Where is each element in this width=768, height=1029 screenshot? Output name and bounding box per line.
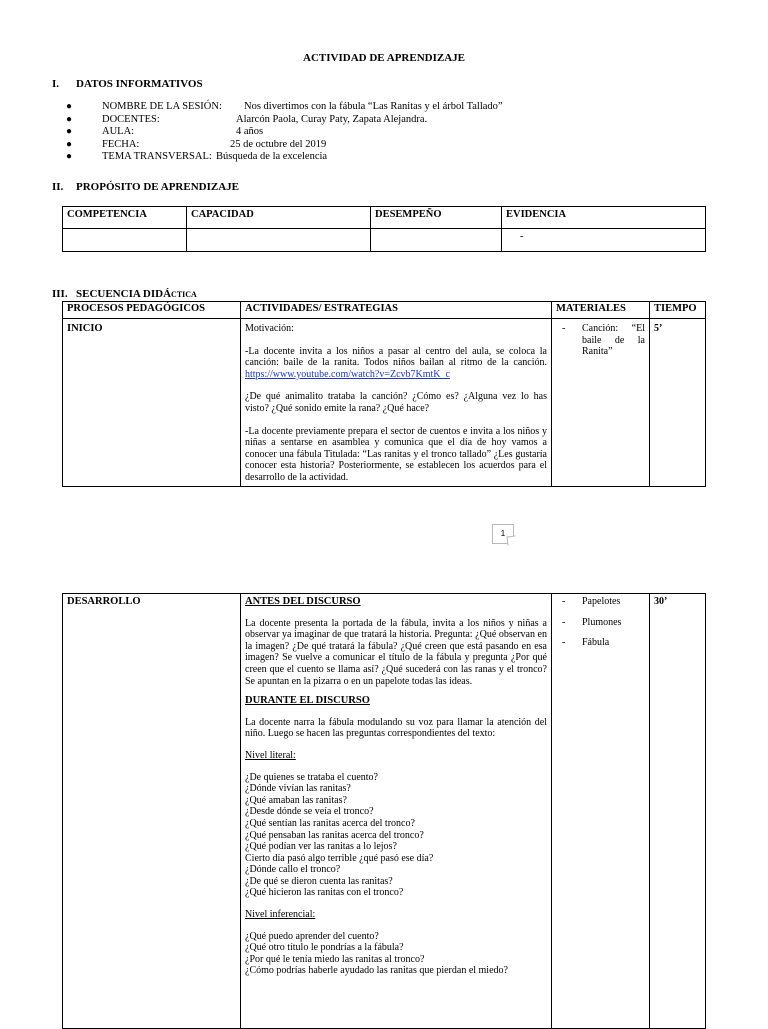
song-link[interactable]: https://www.youtube.com/watch?v=Zcvb7KmtK_c	[245, 368, 450, 380]
list-item: ¿Qué otro título le pondrías a la fábula?	[245, 942, 404, 954]
bullet-icon: ●	[66, 101, 73, 112]
list-item: ¿Qué hicieron las ranitas con el tronco?	[245, 887, 404, 899]
list-item: ¿Desde dónde se veía el tronco?	[245, 806, 374, 818]
section-heading-small: CTICA	[171, 290, 197, 299]
header-tiempo: TIEMPO	[650, 302, 706, 319]
process-inicio: INICIO	[63, 319, 241, 487]
list-item: ¿De quienes se trataba el cuento?	[245, 771, 378, 783]
list-item: ¿Qué amaban las ranitas?	[245, 794, 347, 806]
material-item: - Canción: “El baile de la Ranita”	[562, 323, 645, 358]
material-item: - Fábula	[562, 637, 610, 649]
activity-questions: ¿De qué animalito trataba la canción? ¿Cómo es? ¿Alguna vez lo has visto? ¿Qué sonido emite la rana? ¿Qué hace?	[245, 391, 547, 414]
cell-capacidad	[187, 229, 371, 252]
activity-song-text: -La docente invita a los niños a pasar al centro del aula, se coloca la canción: baile de la ranita. Todos niños bailan al ritmo de la canción.	[245, 345, 547, 369]
literal-level-title: Nivel literal:	[245, 749, 296, 761]
info-list	[66, 101, 666, 164]
info-label: AULA:	[102, 126, 135, 138]
materials-desarrollo	[552, 594, 650, 1029]
info-label: TEMA TRANSVERSAL:	[102, 151, 212, 163]
durante-discurso-text: La docente narra la fábula modulando su voz para llamar la atención del niño. Luego se hacen las preguntas correspondientes del texto:	[245, 716, 547, 740]
info-value: 4 años	[236, 126, 264, 138]
material-item: - Papelotes	[562, 596, 621, 607]
antes-discurso-text: La docente presenta la portada de la fábula, invita a los niños y niñas a observar ya imaginar de que tratará la historia. Pregunta: ¿Qué observan en la imagen? ¿De qué tratará la fábula? ¿Qué creen que está pasando en esa imagen? Se vuelve a comunicar el título de la fábula y pregunta ¿Por qué creen que el cuento se llama así? ¿Qué sucederá con las ranas y el tronco? Se apuntan en la pizarra o en un papelote todas las ideas.	[245, 617, 547, 687]
heading-durante-discurso: DURANTE EL DISCURSO	[245, 695, 370, 707]
header-desempeno: DESEMPEÑO	[371, 207, 502, 229]
section-heading: PROPÓSITO DE APRENDIZAJE	[76, 181, 239, 193]
list-item: ¿Por qué le tenía miedo las ranitas al tronco?	[245, 953, 425, 965]
header-competencia: COMPETENCIA	[63, 207, 187, 229]
table-header-row	[63, 302, 706, 319]
section-heading: SECUENCIA DIDÁ	[76, 288, 172, 300]
list-item: ¿Qué pensaban las ranitas acerca del tronco?	[245, 829, 424, 841]
purpose-table	[62, 206, 706, 252]
header-actividades: ACTIVIDADES/ ESTRATEGIAS	[241, 302, 552, 319]
cell-competencia	[63, 229, 187, 252]
info-value: Alarcón Paola, Curay Paty, Zapata Alejandra.	[236, 113, 428, 125]
section-datos-informativos	[52, 78, 203, 90]
bullet-icon: ●	[66, 113, 73, 125]
bullet-icon: ●	[66, 138, 73, 150]
header-capacidad: CAPACIDAD	[187, 207, 371, 229]
list-item: ¿Qué sentían las ranitas acerca del tronco?	[245, 817, 415, 829]
list-item: ¿Qué podían ver las ranitas a lo lejos?	[245, 841, 397, 853]
cell-desempeno	[371, 229, 502, 252]
development-table	[62, 593, 706, 1029]
section-number: III.	[52, 288, 68, 300]
inferential-questions-list	[245, 931, 547, 977]
activities-inicio	[241, 319, 552, 487]
activity-fable-intro: -La docente previamente prepara el sector de cuentos e invita a los niños y niñas a sentarse en asamblea y comunica que el día de hoy vamos a conocer una fábula Titulada: “Las ranitas y el tronco tallado” ¿Les gustaría conocer esta historia? Posteriormente, se establecen los acuerdos para el desarrollo de la actividad.	[245, 425, 547, 483]
list-item: Cierto día pasó algo terrible ¿qué pasó ese día?	[245, 852, 434, 864]
process-desarrollo: DESARROLLO	[63, 594, 241, 1029]
inferential-level-title: Nivel inferencial:	[245, 909, 316, 921]
info-item-aula	[66, 126, 666, 139]
section-number: II.	[52, 181, 64, 193]
info-value: Nos divertimos con la fábula “Las Ranitas y el árbol Tallado”	[244, 101, 503, 112]
header-procesos: PROCESOS PEDAGÓGICOS	[63, 302, 241, 319]
material-item: - Plumones	[562, 616, 622, 628]
info-item-tema	[66, 151, 666, 164]
page-fold-icon	[506, 535, 516, 545]
info-item-session	[66, 101, 666, 114]
activities-desarrollo	[241, 594, 552, 1029]
list-item: ¿Qué puedo aprender del cuento?	[245, 930, 379, 942]
page-number: 1	[492, 524, 514, 544]
info-value: 25 de octubre del 2019	[230, 138, 327, 150]
table-header-row	[63, 207, 706, 229]
table-row	[63, 229, 706, 252]
info-label: NOMBRE DE LA SESIÓN:	[102, 101, 222, 112]
info-label: FECHA:	[102, 138, 140, 150]
section-number: I.	[52, 78, 60, 90]
activity-motivation-label: Motivación:	[245, 323, 294, 334]
materials-inicio	[552, 319, 650, 487]
header-evidencia: EVIDENCIA	[502, 207, 706, 229]
table-row-inicio	[63, 319, 706, 487]
list-item: ¿Dónde vivían las ranitas?	[245, 783, 351, 795]
section-heading: DATOS INFORMATIVOS	[76, 78, 203, 90]
section-proposito	[52, 181, 239, 193]
info-item-fecha	[66, 139, 666, 152]
info-value: Búsqueda de la excelencia	[216, 151, 328, 163]
header-materiales: MATERIALES	[552, 302, 650, 319]
list-item: ¿Cómo podrías haberle ayudado las ranitas que pierdan el miedo?	[245, 965, 508, 977]
sequence-table	[62, 301, 706, 487]
cell-evidencia: -	[502, 229, 706, 252]
literal-questions-list	[245, 772, 547, 900]
list-item: ¿De qué se dieron cuenta las ranitas?	[245, 875, 393, 887]
list-item: ¿Dónde callo el tronco?	[245, 864, 341, 876]
heading-antes-discurso: ANTES DEL DISCURSO	[245, 596, 361, 607]
time-desarrollo: 30’	[650, 594, 706, 1029]
bullet-icon: ●	[66, 126, 73, 138]
bullet-icon: ●	[66, 151, 73, 163]
time-inicio: 5’	[650, 319, 706, 487]
info-item-docentes	[66, 114, 666, 127]
section-secuencia	[52, 288, 197, 300]
table-row-desarrollo	[63, 594, 706, 1029]
document-title: ACTIVIDAD DE APRENDIZAJE	[303, 52, 465, 64]
info-label: DOCENTES:	[102, 113, 160, 125]
